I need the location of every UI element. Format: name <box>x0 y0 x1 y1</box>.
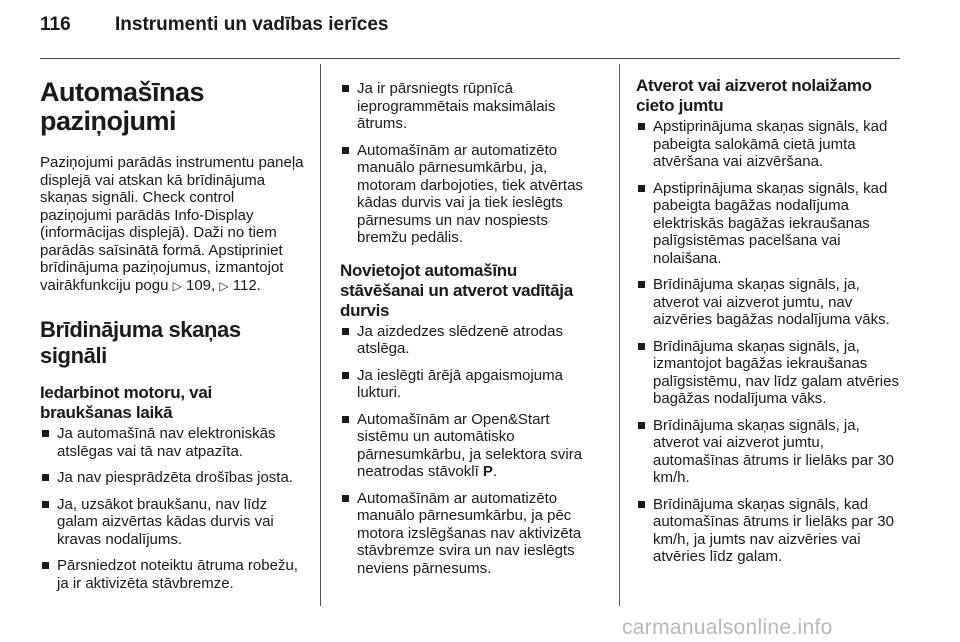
list-item <box>340 411 602 481</box>
column-divider-left <box>320 64 321 606</box>
page-ref-icon: ▷ <box>219 278 229 293</box>
list-item-text: Automašīnām ar Open&Start sistēmu un automātisko pārnesumkārbu, ja selektora svira neatrodas stāvoklī <box>357 410 583 480</box>
chapter-title: Instrumenti un vadības ierīces <box>115 14 389 35</box>
list-item: Ja, uzsākot braukšanu, nav līdz galam aizvērtas kādas durvis vai kravas nodalījums. <box>40 496 305 549</box>
list-item: Automašīnām ar automatizēto manuālo pārnesumkārbu, ja pēc motora izslēgšanas nav aktivizēta stāvbremze svira un nav ieslēgts neviens pārnesums. <box>340 490 602 578</box>
main-heading <box>40 78 305 136</box>
list-item: Brīdinājuma skaņas signāls, ja, atverot vai aizverot jumtu, nav aizvēries bagāžas nodalījuma vāks. <box>636 276 904 329</box>
page-ref-1[interactable]: 109, <box>181 276 220 294</box>
list-item: Apstiprinājuma skaņas signāls, kad pabeigta bagāžas nodalījuma elektriskās bagāžas iekraušanas palīgsistēmas pacelšana vai nolaišana. <box>636 180 904 268</box>
bullet-list-roof <box>636 118 904 566</box>
list-item: Ja ieslēgti ārējā apgaismojuma lukturi. <box>340 367 602 402</box>
page-ref-icon: ▷ <box>172 278 182 293</box>
gear-position-p: P <box>482 463 493 480</box>
column-3 <box>636 76 904 575</box>
list-item: Pārsniedzot noteiktu ātruma robežu, ja ir aktivizēta stāvbremze. <box>40 557 305 592</box>
section-heading: Brīdinājuma skaņas signāli <box>40 317 241 368</box>
list-item: Apstiprinājuma skaņas signāls, kad pabeigta salokāmā cietā jumta atvēršana vai aizvēršana. <box>636 118 904 171</box>
list-item: Ja automašīnā nav elektroniskās atslēgas vai tā nav atpazīta. <box>40 425 305 460</box>
list-item: Brīdinājuma skaņas signāls, ja, izmantojot bagāžas iekraušanas palīgsistēmu, nav līdz galam atvēries bagāžas nodalījuma vāks. <box>636 338 904 408</box>
list-item: Automašīnām ar automatizēto manuālo pārnesumkārbu, ja, motoram darbojoties, tiek atvērtas kādas durvis vai ja tiek ieslēgts pārnesums un nav nospiests bremžu pedālis. <box>340 142 602 247</box>
page-ref-2[interactable]: 112. <box>228 276 261 294</box>
column-2 <box>340 76 602 586</box>
list-item: Ja aizdedzes slēdzenē atrodas atslēga. <box>340 323 602 358</box>
bullet-list-continued <box>340 80 602 247</box>
main-heading-line2: paziņojumi <box>40 106 176 136</box>
page-header <box>40 6 920 46</box>
sub-heading-roof: Atverot vai aizverot nolaižamo cieto jumtu <box>636 76 872 115</box>
list-item: Brīdinājuma skaņas signāls, ja, atverot vai aizverot jumtu, automašīnas ātrums ir lielāks par 30 km/h. <box>636 417 904 487</box>
list-item: Brīdinājuma skaņas signāls, kad automašīnas ātrums ir lielāks par 30 km/h, ja jumts nav aizvēries vai atvēries līdz galam. <box>636 496 904 566</box>
column-1 <box>40 76 305 601</box>
bullet-list-driving <box>40 425 305 592</box>
list-item-end: . <box>492 463 498 480</box>
sub-heading-parking: Novietojot automašīnu stāvēšanai un atverot vadītāja durvis <box>340 260 573 320</box>
intro-text: Paziņojumi parādās instrumentu paneļa displejā vai atskan kā brīdinājuma skaņas signāli. Check control paziņojumi parādās Info-Display (informācijas displejā). Daži no tiem parādās saīsinātā formā. Apstipriniet brīdinājuma paziņojumus, izmantojot vairākfunkciju pogu <box>40 154 304 294</box>
list-item: Ja nav piesprādzēta drošības josta. <box>40 469 305 487</box>
intro-paragraph <box>40 154 305 295</box>
list-item: Ja ir pārsniegts rūpnīcā ieprogrammētais maksimālais ātrums. <box>340 80 602 133</box>
page-number: 116 <box>40 14 71 35</box>
watermark: carmanualsonline.info <box>622 616 833 639</box>
column-divider-right <box>619 64 620 606</box>
sub-heading-driving: Iedarbinot motoru, vai braukšanas laikā <box>40 383 212 422</box>
header-rule <box>40 58 900 59</box>
bullet-list-parking <box>340 323 602 578</box>
main-heading-line1: Automašīnas <box>40 77 205 107</box>
